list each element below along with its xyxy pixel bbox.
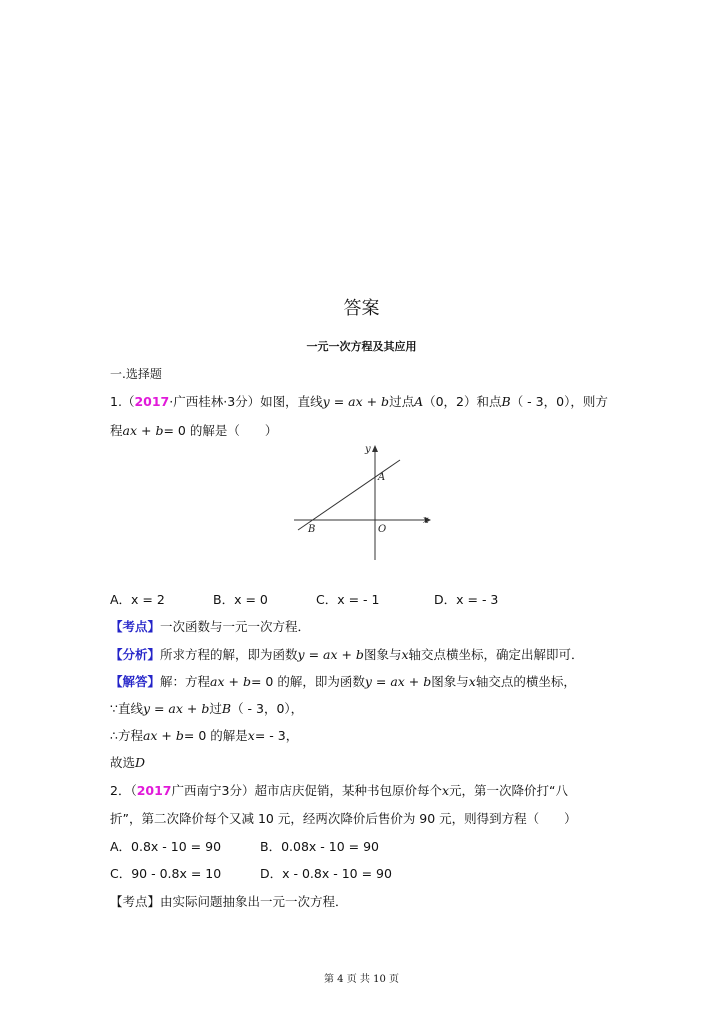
q2-option-c: C．90 - 0.8x = 10 <box>110 866 222 881</box>
solution-text: = 0 的解是 <box>183 728 248 743</box>
q1-option-d: D．x = - 3 <box>434 592 499 607</box>
jieda-tag: 【解答】 <box>110 674 161 689</box>
kaodian-text: 一次函数与一元一次方程． <box>160 619 311 634</box>
y-axis-arrow <box>372 445 378 452</box>
q1-option-a: A．x = 2 <box>110 592 165 607</box>
jieda-text: 图象与 <box>431 674 469 689</box>
fenxi-text: 所求方程的解，即为函数 <box>160 647 298 662</box>
q2-number: 2． <box>110 783 131 798</box>
page-footer: 第 4 页 共 10 页 <box>324 974 399 985</box>
jieda-equation-2: y = ax + b <box>364 674 432 689</box>
q2-stem-line2: 折”，第二次降价每个又减 10 元，经两次降价后售价为 90 元，则得到方程（ ） <box>110 811 577 826</box>
q1-option-b: B．x = 0 <box>213 592 268 607</box>
q1-stem-line2 <box>110 421 277 439</box>
section-heading: 一元一次方程及其应用 <box>306 340 417 353</box>
solution-text: ∵直线 <box>110 701 143 716</box>
solution-text: （ - 3，0）， <box>231 701 304 716</box>
q2-kaodian: 【考点】由实际问题抽象出一元一次方程． <box>110 894 348 909</box>
q1-jieda <box>110 672 576 690</box>
jieda-text: = 0 的解，即为函数 <box>250 674 365 689</box>
x-axis-label: x <box>423 515 429 526</box>
solution-equation: y = ax + b <box>142 701 210 716</box>
y-axis-label: y <box>365 444 371 455</box>
q1-graph <box>290 440 435 562</box>
q2-options-row1 <box>110 837 379 855</box>
fenxi-text: 轴交点横坐标，确定出解即可． <box>408 647 584 662</box>
q2-option-a: A．0.8x - 10 = 90 <box>110 839 222 854</box>
page-title: 答案 <box>343 298 380 319</box>
q1-kaodian <box>110 617 310 635</box>
q2-option-b: B．0.08x - 10 = 90 <box>260 839 379 854</box>
q1-options <box>110 590 498 608</box>
q2-source: 广西南宁3分）超市店庆促销，某种书包原价每个 <box>171 783 442 798</box>
jieda-x: x <box>468 674 476 689</box>
q1-equation: y = ax + b <box>322 394 390 409</box>
q1-option-c: C．x = - 1 <box>316 592 380 607</box>
q1-stem-line1 <box>110 392 608 410</box>
solution-x: x <box>247 728 255 743</box>
q1-answer <box>110 753 145 771</box>
q1-solution-line1 <box>110 699 303 717</box>
solution-equation: ax + b <box>142 728 184 743</box>
q1-point-a: A <box>414 394 424 409</box>
q2-x: x <box>441 783 450 798</box>
q2-text: 元，第一次降价打“八 <box>449 783 569 798</box>
q1-point-b: B <box>501 394 511 409</box>
q2-option-d: D．x - 0.8x - 10 = 90 <box>260 866 392 881</box>
q1-number: 1. <box>110 394 122 409</box>
solution-text: ∴方程 <box>110 728 143 743</box>
answer-text: 故选 <box>110 755 136 770</box>
fenxi-tag: 【分析】 <box>110 647 161 662</box>
jieda-equation: ax + b <box>210 674 251 689</box>
point-b-label: B <box>308 524 316 535</box>
q2-stem-line1 <box>110 781 568 799</box>
q1-text: （0，2）和点 <box>423 394 502 409</box>
section-label: 一.选择题 <box>110 367 162 381</box>
q1-lparen: （ <box>121 394 135 409</box>
origin-label: O <box>378 524 387 535</box>
q2-year: 2017 <box>136 783 172 798</box>
kaodian-tag: 【考点】 <box>110 619 161 634</box>
q1-text: 程 <box>110 423 123 438</box>
q1-source: ·广西桂林·3分）如图，直线 <box>169 394 323 409</box>
q1-text: 过点 <box>389 394 415 409</box>
q1-solution-line2 <box>110 726 298 744</box>
q1-fenxi <box>110 645 584 663</box>
q2-lparen: （ <box>130 783 137 798</box>
jieda-text: 解：方程 <box>160 674 211 689</box>
solution-point-b: B <box>221 701 232 716</box>
q1-year: 2017 <box>134 394 170 409</box>
q1-text: （ - 3，0），则方 <box>510 394 608 409</box>
fenxi-equation: y = ax + b <box>297 647 364 662</box>
point-a-label: A <box>378 472 386 483</box>
jieda-text: 轴交点的横坐标， <box>475 674 576 689</box>
q1-equation-2: ax + b <box>122 423 164 438</box>
answer-choice: D <box>135 755 146 770</box>
fenxi-x: x <box>401 647 409 662</box>
solution-text: 过 <box>209 701 222 716</box>
q1-text: = 0 的解是（ ） <box>163 423 278 438</box>
solution-text: = - 3， <box>254 728 299 743</box>
q2-options-row2 <box>110 864 392 882</box>
fenxi-text: 图象与 <box>363 647 402 662</box>
